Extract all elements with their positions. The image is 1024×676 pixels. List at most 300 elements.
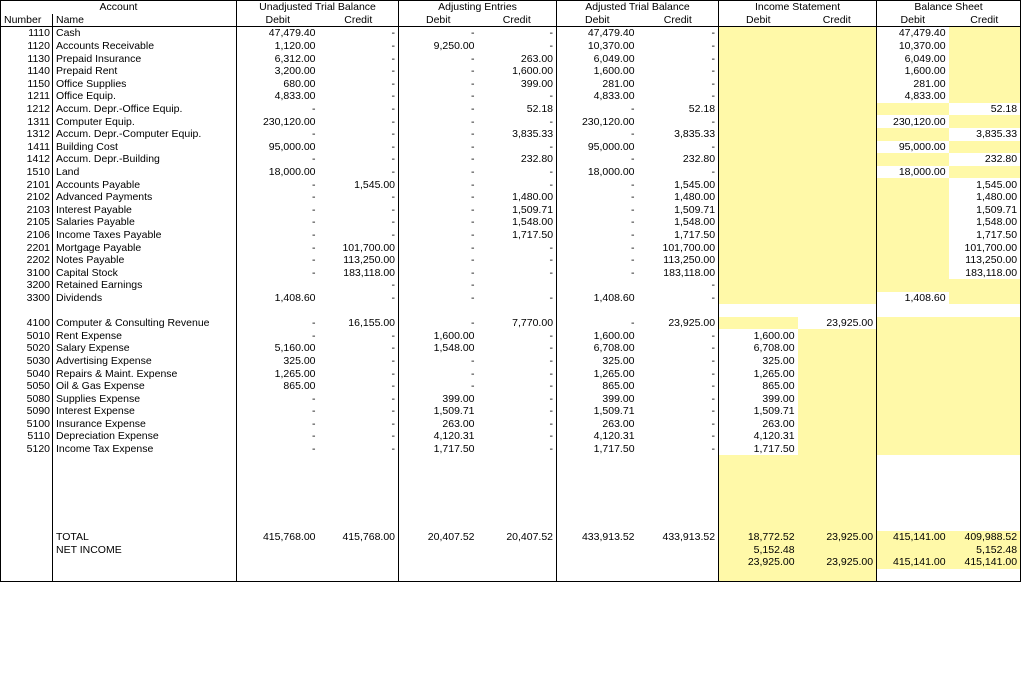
utb-debit-cell: 415,768.00 bbox=[262, 531, 316, 544]
worksheet-body bbox=[1, 27, 1021, 582]
blank-row bbox=[1, 569, 1021, 582]
number-header: Number bbox=[1, 14, 53, 27]
account-name-cell: Depreciation Expense bbox=[53, 430, 237, 443]
account-number-cell: 5020 bbox=[1, 342, 53, 355]
blank-row bbox=[1, 493, 1021, 506]
table-row bbox=[1, 52, 1021, 65]
adj-debit-cell: 1,548.00 bbox=[433, 342, 475, 355]
atb-credit-cell: - bbox=[638, 292, 719, 305]
is-credit-cell: 23,925.00 bbox=[798, 317, 877, 330]
bs-debit-cell bbox=[877, 443, 949, 456]
atb-debit-cell: 1,509.71 bbox=[593, 405, 635, 418]
is-debit-cell: 4,120.31 bbox=[753, 430, 795, 443]
bs-credit-cell bbox=[949, 405, 1021, 418]
atb-credit-cell: - bbox=[638, 78, 719, 91]
account-number-cell: 1130 bbox=[1, 52, 53, 65]
account-name-cell: TOTAL bbox=[53, 531, 237, 544]
adj-debit-cell: - bbox=[471, 191, 475, 204]
utb-debit-cell bbox=[237, 506, 319, 519]
bs-credit-cell bbox=[949, 115, 1021, 128]
blank-row bbox=[1, 518, 1021, 531]
atb-debit-cell: 4,833.00 bbox=[593, 90, 635, 103]
account-name-cell: Accum. Depr.-Office Equip. bbox=[53, 103, 237, 116]
atb-debit-cell: - bbox=[631, 203, 635, 216]
table-row bbox=[1, 342, 1021, 355]
atb-credit-cell: - bbox=[638, 90, 719, 103]
utb-credit-cell: - bbox=[319, 191, 399, 204]
atb-debit-cell: 1,600.00 bbox=[593, 65, 635, 78]
is-debit-cell bbox=[719, 493, 798, 506]
is-credit-cell bbox=[798, 430, 877, 443]
adj-credit-cell: - bbox=[478, 141, 557, 154]
atb-credit-cell: - bbox=[638, 418, 719, 431]
is-credit-cell bbox=[798, 292, 877, 305]
bs-credit-cell bbox=[949, 481, 1021, 494]
bs-credit-cell: 1,545.00 bbox=[949, 178, 1021, 191]
account-number-cell: 2106 bbox=[1, 229, 53, 242]
atb-credit-cell: - bbox=[638, 141, 719, 154]
atb-debit-cell: 1,600.00 bbox=[593, 329, 635, 342]
adj-debit-cell: - bbox=[471, 140, 475, 153]
is-credit-cell bbox=[798, 254, 877, 267]
adj-debit-cell bbox=[399, 481, 478, 494]
adj-credit-cell: - bbox=[478, 392, 557, 405]
utb-debit-cell: - bbox=[312, 254, 316, 267]
is-debit-cell bbox=[719, 254, 798, 267]
account-name-cell: Mortgage Payable bbox=[53, 241, 237, 254]
is-credit-cell bbox=[798, 153, 877, 166]
account-name-cell: NET INCOME bbox=[53, 544, 237, 557]
utb-debit-cell: 865.00 bbox=[283, 380, 316, 393]
bs-debit-cell bbox=[877, 216, 949, 229]
account-name-cell bbox=[53, 455, 237, 468]
atb-debit-cell bbox=[557, 506, 638, 519]
atb-credit-cell: - bbox=[638, 392, 719, 405]
income-statement-header: Income Statement bbox=[719, 1, 877, 14]
adj-debit-cell: - bbox=[471, 90, 475, 103]
account-name-cell: Income Taxes Payable bbox=[53, 229, 237, 242]
bs-credit-cell bbox=[949, 27, 1021, 40]
balance-sheet-header: Balance Sheet bbox=[877, 1, 1021, 14]
table-row bbox=[1, 65, 1021, 78]
bs-credit-cell bbox=[949, 65, 1021, 78]
atb-debit-cell: 1,717.50 bbox=[593, 443, 635, 456]
account-number-cell bbox=[1, 518, 53, 531]
is-debit-cell: 6,708.00 bbox=[753, 342, 795, 355]
account-number-cell: 5030 bbox=[1, 355, 53, 368]
total-row bbox=[1, 556, 1021, 569]
adj-credit-cell: - bbox=[478, 355, 557, 368]
table-row bbox=[1, 204, 1021, 217]
account-name-cell: Retained Earnings bbox=[53, 279, 237, 292]
adj-debit-cell: 4,120.31 bbox=[433, 430, 475, 443]
adj-debit-cell: - bbox=[471, 203, 475, 216]
is-debit-cell bbox=[719, 191, 798, 204]
bs-debit-cell bbox=[877, 493, 949, 506]
table-row bbox=[1, 418, 1021, 431]
atb-debit-cell: 865.00 bbox=[602, 380, 635, 393]
account-number-cell: 5050 bbox=[1, 380, 53, 393]
account-number-cell: 3300 bbox=[1, 292, 53, 305]
is-credit-cell bbox=[798, 304, 877, 317]
account-name-cell: Advanced Payments bbox=[53, 191, 237, 204]
adj-debit-cell: - bbox=[471, 291, 475, 304]
adj-debit-cell: 399.00 bbox=[442, 392, 475, 405]
atb-credit-cell: 232.80 bbox=[638, 153, 719, 166]
is-debit-cell: 1,509.71 bbox=[753, 405, 795, 418]
is-debit-cell bbox=[719, 229, 798, 242]
bs-credit-cell: 409,988.52 bbox=[949, 531, 1021, 544]
adj-credit-cell: - bbox=[478, 367, 557, 380]
utb-debit-cell: 6,312.00 bbox=[274, 52, 316, 65]
bs-credit-cell bbox=[949, 443, 1021, 456]
table-row bbox=[1, 191, 1021, 204]
adj-debit-cell: - bbox=[471, 354, 475, 367]
adj-credit-cell: - bbox=[478, 418, 557, 431]
account-number-cell: 2103 bbox=[1, 204, 53, 217]
is-debit-cell: 263.00 bbox=[762, 417, 795, 430]
is-credit-cell bbox=[798, 418, 877, 431]
adj-debit-cell: - bbox=[471, 103, 475, 116]
bs-debit-cell: 1,408.60 bbox=[904, 291, 946, 304]
adj-credit-cell bbox=[478, 481, 557, 494]
bs-credit-cell bbox=[949, 506, 1021, 519]
bs-credit-cell bbox=[949, 518, 1021, 531]
atb-credit-cell: - bbox=[638, 166, 719, 179]
bs-debit-cell bbox=[877, 103, 949, 116]
atb-debit-cell: - bbox=[631, 191, 635, 204]
atb-credit-cell: 52.18 bbox=[638, 103, 719, 116]
bs-credit-cell: 232.80 bbox=[949, 153, 1021, 166]
adj-debit-cell: - bbox=[471, 153, 475, 166]
table-row bbox=[1, 405, 1021, 418]
adj-credit-cell: 232.80 bbox=[478, 153, 557, 166]
is-debit-cell bbox=[719, 266, 798, 279]
account-name-cell: Interest Payable bbox=[53, 204, 237, 217]
adj-debit-cell bbox=[399, 506, 478, 519]
table-row bbox=[1, 128, 1021, 141]
account-number-cell bbox=[1, 531, 53, 544]
adj-debit-cell bbox=[399, 304, 478, 317]
atb-debit-cell: - bbox=[631, 128, 635, 141]
account-name-cell: Repairs & Maint. Expense bbox=[53, 367, 237, 380]
atb-credit-cell: 1,548.00 bbox=[638, 216, 719, 229]
bs-credit-cell bbox=[949, 418, 1021, 431]
is-debit-cell bbox=[719, 166, 798, 179]
table-row bbox=[1, 166, 1021, 179]
adj-debit-cell: - bbox=[471, 254, 475, 267]
utb-debit-cell: - bbox=[312, 405, 316, 418]
bs-debit-cell bbox=[877, 342, 949, 355]
is-debit-cell bbox=[719, 216, 798, 229]
bs-debit-cell bbox=[877, 367, 949, 380]
adj-debit-cell bbox=[399, 569, 478, 582]
is-credit-cell bbox=[798, 367, 877, 380]
account-name-cell: Dividends bbox=[53, 292, 237, 305]
account-name-cell: Accum. Depr.-Computer Equip. bbox=[53, 128, 237, 141]
account-number-cell: 5110 bbox=[1, 430, 53, 443]
bs-debit-cell bbox=[877, 304, 949, 317]
blank-row bbox=[1, 455, 1021, 468]
adj-debit-cell bbox=[399, 544, 478, 557]
utb-credit-cell: - bbox=[319, 380, 399, 393]
adj-credit-cell: - bbox=[478, 266, 557, 279]
is-debit-cell bbox=[719, 518, 798, 531]
bs-debit-cell bbox=[877, 204, 949, 217]
table-row bbox=[1, 443, 1021, 456]
unadjusted-trial-balance-header: Unadjusted Trial Balance bbox=[237, 1, 399, 14]
adj-credit-cell: - bbox=[478, 115, 557, 128]
is-debit-cell: 5,152.48 bbox=[719, 544, 798, 557]
utb-debit-cell: 18,000.00 bbox=[268, 166, 316, 179]
is-credit-cell bbox=[798, 518, 877, 531]
adj-debit-cell: - bbox=[471, 77, 475, 90]
account-name-cell: Building Cost bbox=[53, 141, 237, 154]
utb-credit-cell: - bbox=[319, 229, 399, 242]
table-row bbox=[1, 392, 1021, 405]
adj-debit-header: Debit bbox=[399, 14, 478, 27]
adj-credit-cell: 1,600.00 bbox=[478, 65, 557, 78]
adj-debit-cell: 1,717.50 bbox=[433, 443, 475, 456]
atb-debit-cell: 325.00 bbox=[602, 354, 635, 367]
atb-debit-cell: 1,408.60 bbox=[593, 291, 635, 304]
atb-credit-cell: 183,118.00 bbox=[638, 266, 719, 279]
bs-credit-cell: 1,548.00 bbox=[949, 216, 1021, 229]
utb-credit-cell: 16,155.00 bbox=[319, 317, 399, 330]
utb-debit-cell: - bbox=[312, 443, 316, 456]
atb-debit-cell bbox=[557, 279, 638, 292]
table-row bbox=[1, 355, 1021, 368]
is-debit-header: Debit bbox=[719, 14, 798, 27]
atb-debit-cell: 433,913.52 bbox=[581, 531, 635, 544]
adj-credit-cell: - bbox=[478, 241, 557, 254]
header-row-groups bbox=[1, 1, 1021, 14]
utb-credit-cell: - bbox=[319, 418, 399, 431]
utb-credit-cell bbox=[319, 455, 399, 468]
utb-credit-cell: 113,250.00 bbox=[319, 254, 399, 267]
bs-debit-cell bbox=[877, 266, 949, 279]
account-number-cell: 4100 bbox=[1, 317, 53, 330]
is-debit-cell bbox=[719, 153, 798, 166]
adj-credit-cell: - bbox=[478, 292, 557, 305]
utb-credit-cell: - bbox=[319, 90, 399, 103]
is-debit-cell: 1,717.50 bbox=[753, 443, 795, 456]
table-row bbox=[1, 329, 1021, 342]
account-name-cell bbox=[53, 468, 237, 481]
utb-credit-cell: 1,545.00 bbox=[319, 178, 399, 191]
adj-credit-cell: 399.00 bbox=[478, 78, 557, 91]
atb-debit-cell: 263.00 bbox=[602, 417, 635, 430]
bs-credit-cell bbox=[949, 141, 1021, 154]
utb-credit-cell: - bbox=[319, 329, 399, 342]
atb-credit-cell bbox=[638, 506, 719, 519]
is-debit-cell bbox=[719, 481, 798, 494]
is-debit-cell bbox=[719, 178, 798, 191]
total-row bbox=[1, 531, 1021, 544]
blank-row bbox=[1, 481, 1021, 494]
account-number-cell: 3100 bbox=[1, 266, 53, 279]
adj-credit-cell: - bbox=[478, 342, 557, 355]
utb-debit-header: Debit bbox=[237, 14, 319, 27]
adj-debit-cell: - bbox=[471, 228, 475, 241]
atb-debit-cell: 6,049.00 bbox=[593, 52, 635, 65]
table-row bbox=[1, 241, 1021, 254]
utb-debit-cell: - bbox=[312, 317, 316, 330]
account-number-cell: 1510 bbox=[1, 166, 53, 179]
account-name-cell: Income Tax Expense bbox=[53, 443, 237, 456]
atb-debit-cell: - bbox=[631, 228, 635, 241]
is-debit-cell bbox=[719, 65, 798, 78]
utb-credit-cell: - bbox=[319, 430, 399, 443]
adj-credit-cell: - bbox=[478, 329, 557, 342]
adj-debit-cell: - bbox=[471, 380, 475, 393]
utb-credit-cell: - bbox=[319, 78, 399, 91]
adj-debit-cell: - bbox=[471, 279, 475, 292]
utb-debit-cell: - bbox=[312, 128, 316, 141]
atb-credit-cell: - bbox=[638, 329, 719, 342]
account-name-cell: Oil & Gas Expense bbox=[53, 380, 237, 393]
is-credit-cell bbox=[798, 178, 877, 191]
atb-credit-cell: 113,250.00 bbox=[638, 254, 719, 267]
atb-debit-cell: 10,370.00 bbox=[587, 40, 635, 53]
is-credit-cell bbox=[798, 40, 877, 53]
account-number-cell: 1120 bbox=[1, 40, 53, 53]
account-name-cell: Salaries Payable bbox=[53, 216, 237, 229]
account-number-cell bbox=[1, 569, 53, 582]
utb-debit-cell: 5,160.00 bbox=[274, 342, 316, 355]
adj-credit-cell: - bbox=[478, 254, 557, 267]
atb-debit-cell bbox=[557, 569, 638, 582]
bs-credit-cell bbox=[949, 292, 1021, 305]
total-row bbox=[1, 544, 1021, 557]
bs-debit-cell: 6,049.00 bbox=[904, 52, 946, 65]
bs-debit-cell bbox=[877, 506, 949, 519]
bs-credit-cell bbox=[949, 367, 1021, 380]
utb-debit-cell: 4,833.00 bbox=[274, 90, 316, 103]
utb-debit-cell bbox=[237, 544, 319, 557]
utb-debit-cell bbox=[237, 518, 319, 531]
bs-debit-cell: 18,000.00 bbox=[898, 166, 946, 179]
table-row bbox=[1, 103, 1021, 116]
atb-credit-cell: - bbox=[638, 279, 719, 292]
is-credit-cell: 23,925.00 bbox=[798, 531, 877, 544]
adj-debit-cell: - bbox=[471, 178, 475, 191]
utb-credit-cell bbox=[319, 304, 399, 317]
adj-debit-cell: - bbox=[471, 115, 475, 128]
is-credit-cell bbox=[798, 241, 877, 254]
utb-debit-cell: - bbox=[312, 392, 316, 405]
adj-credit-header: Credit bbox=[478, 14, 557, 27]
is-debit-cell bbox=[719, 27, 798, 40]
bs-debit-cell bbox=[877, 380, 949, 393]
bs-debit-cell bbox=[877, 329, 949, 342]
bs-debit-cell: 281.00 bbox=[913, 77, 946, 90]
account-number-cell: 1212 bbox=[1, 103, 53, 116]
is-debit-cell bbox=[719, 90, 798, 103]
account-number-cell: 1211 bbox=[1, 90, 53, 103]
utb-credit-cell: - bbox=[319, 279, 399, 292]
bs-debit-cell bbox=[877, 468, 949, 481]
account-number-cell: 2202 bbox=[1, 254, 53, 267]
bs-debit-cell bbox=[877, 317, 949, 330]
utb-debit-cell bbox=[237, 468, 319, 481]
adj-debit-cell: 20,407.52 bbox=[427, 531, 475, 544]
bs-debit-header: Debit bbox=[877, 14, 949, 27]
account-name-cell: Notes Payable bbox=[53, 254, 237, 267]
atb-debit-header: Debit bbox=[557, 14, 638, 27]
adj-credit-cell: 52.18 bbox=[478, 103, 557, 116]
utb-credit-cell: 415,768.00 bbox=[319, 531, 399, 544]
account-name-cell bbox=[53, 304, 237, 317]
atb-credit-cell bbox=[638, 304, 719, 317]
is-debit-cell: 1,265.00 bbox=[753, 367, 795, 380]
account-number-cell bbox=[1, 556, 53, 569]
utb-debit-cell bbox=[237, 493, 319, 506]
utb-credit-cell bbox=[319, 493, 399, 506]
adj-credit-cell: - bbox=[478, 405, 557, 418]
is-credit-cell bbox=[798, 493, 877, 506]
adj-debit-cell bbox=[399, 493, 478, 506]
atb-credit-cell: - bbox=[638, 405, 719, 418]
is-debit-cell bbox=[719, 141, 798, 154]
account-number-cell: 3200 bbox=[1, 279, 53, 292]
atb-debit-cell bbox=[557, 493, 638, 506]
account-number-cell: 1150 bbox=[1, 78, 53, 91]
bs-debit-cell: 10,370.00 bbox=[898, 40, 946, 53]
adj-credit-cell bbox=[478, 506, 557, 519]
account-name-cell: Advertising Expense bbox=[53, 355, 237, 368]
is-credit-cell bbox=[798, 279, 877, 292]
bs-credit-cell: 113,250.00 bbox=[949, 254, 1021, 267]
utb-credit-cell: - bbox=[319, 355, 399, 368]
account-header: Account bbox=[1, 1, 237, 14]
bs-credit-cell bbox=[949, 430, 1021, 443]
atb-credit-cell bbox=[638, 544, 719, 557]
is-credit-cell bbox=[798, 229, 877, 242]
account-number-cell bbox=[1, 506, 53, 519]
utb-debit-cell: 230,120.00 bbox=[262, 115, 316, 128]
is-credit-cell bbox=[798, 266, 877, 279]
adj-credit-cell: - bbox=[478, 443, 557, 456]
bs-debit-cell: 4,833.00 bbox=[904, 90, 946, 103]
atb-credit-cell bbox=[638, 569, 719, 582]
adj-credit-cell: 263.00 bbox=[478, 52, 557, 65]
atb-credit-cell bbox=[638, 455, 719, 468]
table-row bbox=[1, 78, 1021, 91]
is-debit-cell bbox=[719, 241, 798, 254]
atb-credit-cell bbox=[638, 481, 719, 494]
adj-credit-cell bbox=[478, 569, 557, 582]
bs-debit-cell bbox=[877, 241, 949, 254]
utb-credit-cell: 183,118.00 bbox=[319, 266, 399, 279]
atb-debit-cell: 18,000.00 bbox=[587, 166, 635, 179]
account-name-cell: Interest Expense bbox=[53, 405, 237, 418]
account-number-cell: 1411 bbox=[1, 141, 53, 154]
atb-credit-cell: 1,480.00 bbox=[638, 191, 719, 204]
table-row bbox=[1, 279, 1021, 292]
is-debit-cell bbox=[719, 468, 798, 481]
atb-credit-cell: - bbox=[638, 380, 719, 393]
utb-debit-cell: - bbox=[312, 191, 316, 204]
bs-debit-cell bbox=[877, 355, 949, 368]
account-name-cell bbox=[53, 518, 237, 531]
bs-credit-cell: 183,118.00 bbox=[949, 266, 1021, 279]
is-debit-cell: 23,925.00 bbox=[719, 556, 798, 569]
atb-credit-cell: 1,545.00 bbox=[638, 178, 719, 191]
bs-debit-cell: 95,000.00 bbox=[898, 140, 946, 153]
blank-row bbox=[1, 304, 1021, 317]
is-credit-cell bbox=[798, 569, 877, 582]
